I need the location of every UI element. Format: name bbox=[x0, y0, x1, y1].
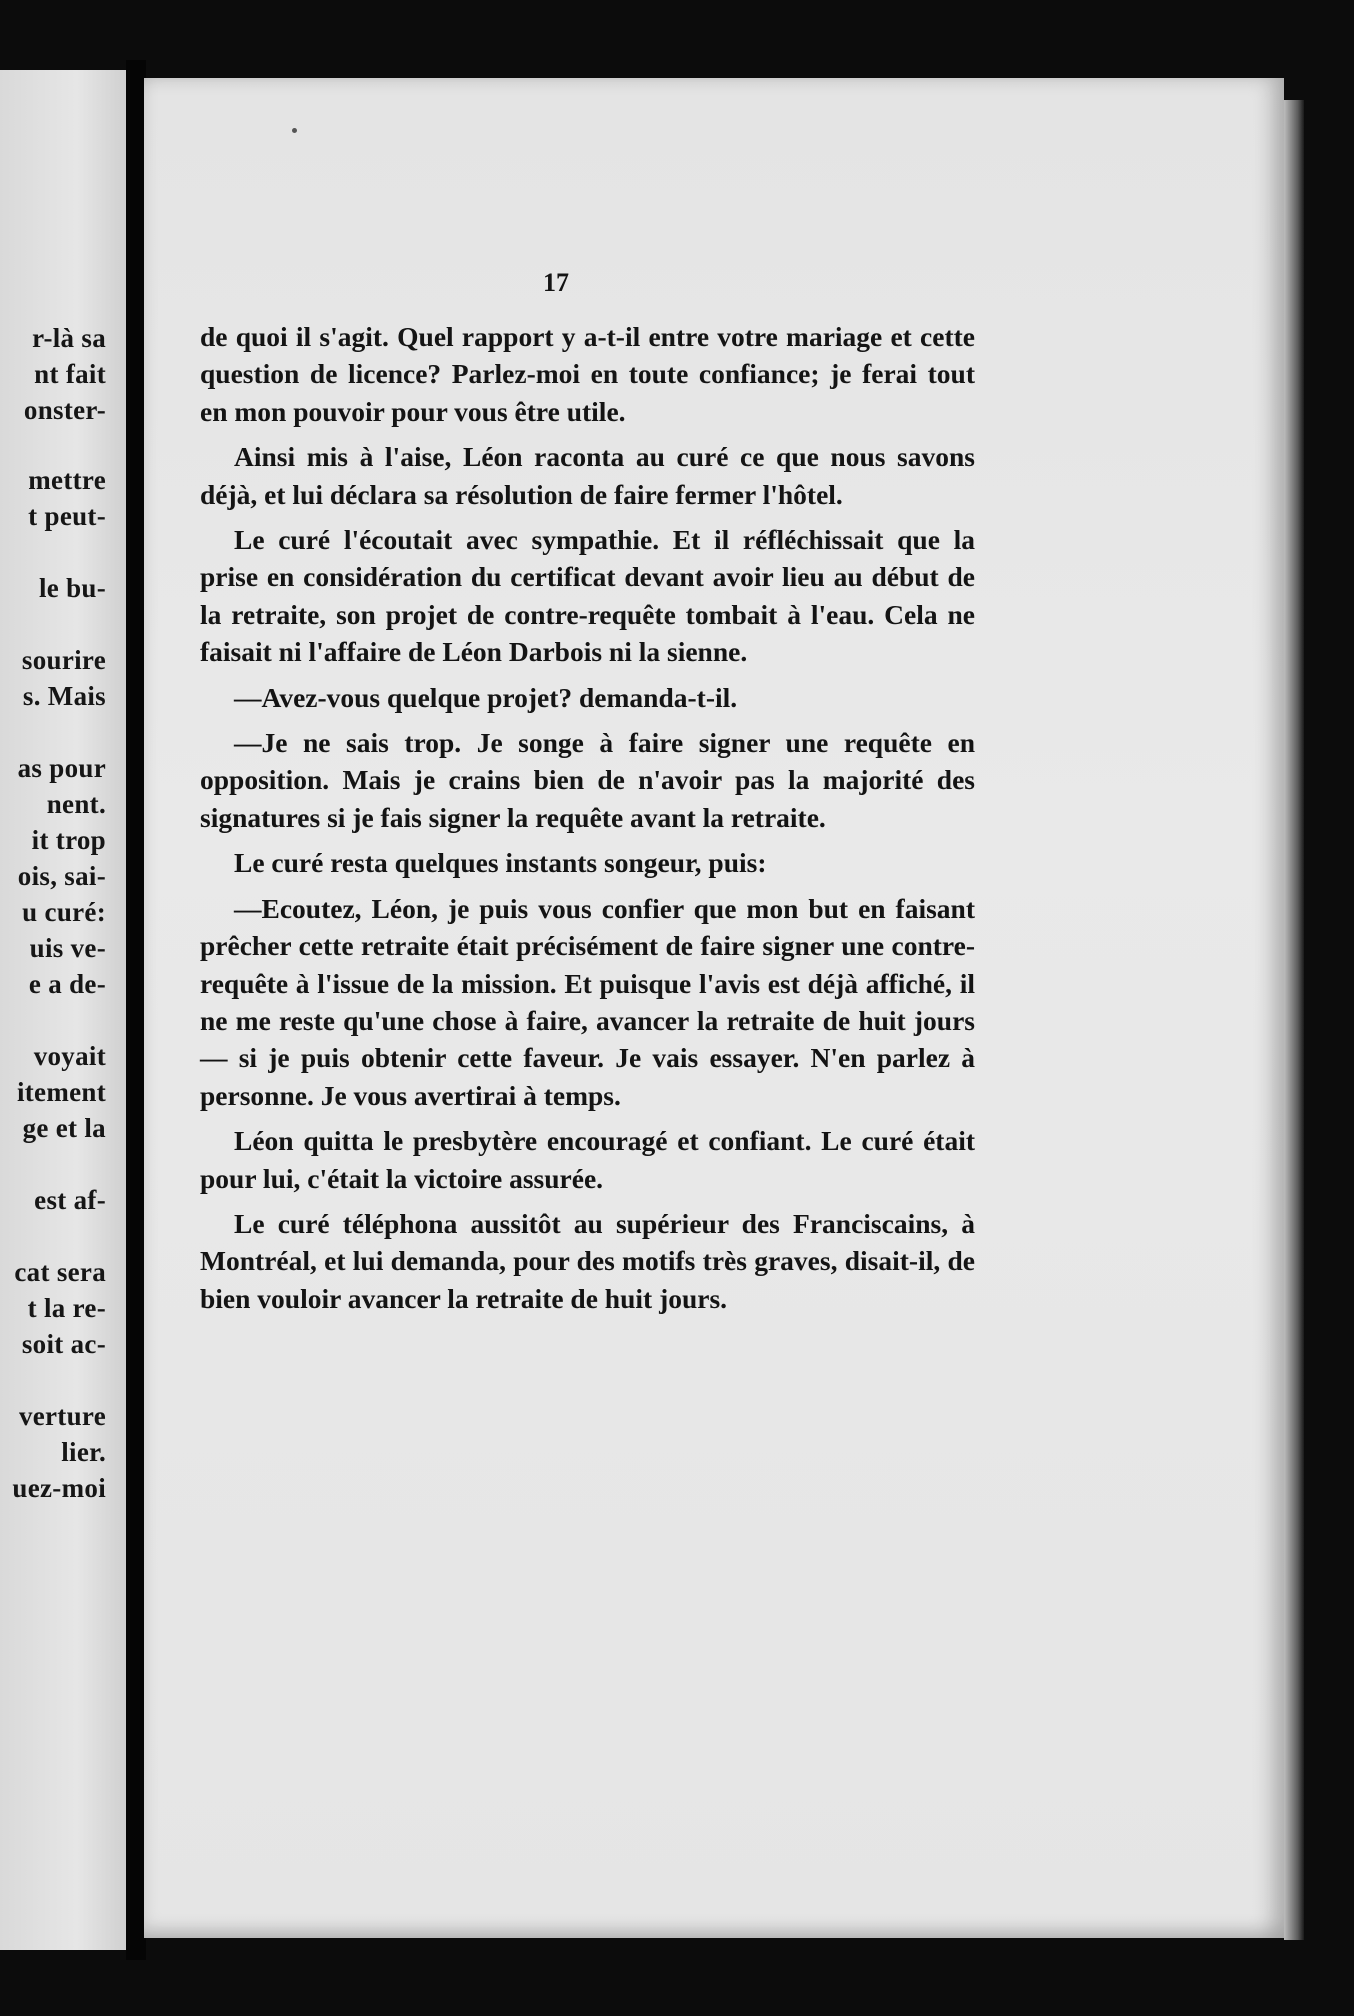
previous-page-line: voyait bbox=[33, 1041, 106, 1071]
previous-page-line: uez-moi bbox=[12, 1473, 106, 1503]
previous-page bbox=[0, 70, 128, 1950]
previous-page-line: t peut- bbox=[28, 501, 106, 531]
paragraph: Léon quitta le presbytère encouragé et confiant. Le curé était pour lui, c'était la victoire assurée. bbox=[200, 1125, 975, 1194]
paragraph: Le curé resta quelques instants songeur, puis: bbox=[234, 847, 767, 879]
previous-page-line: sourire bbox=[21, 645, 106, 675]
page-number: 17 bbox=[543, 268, 569, 297]
previous-page-line: s. Mais bbox=[22, 681, 106, 711]
previous-page-line: ge et la bbox=[22, 1113, 106, 1143]
previous-page-line: t la re- bbox=[27, 1293, 106, 1323]
dialogue-line: —Ecoutez, Léon, je puis vous confier que mon but en faisant prêcher cette retraite était précisément de faire signer une contre-requête à l'issue de la mission. Et puisque l'avis est déjà affiché, il ne me reste qu'une chose à faire, avancer la retraite de huit jours — si je puis obtenir cette faveur. Je vais essayer. N'en parlez à personne. Je vous avertirai à temps. bbox=[200, 892, 975, 1111]
book-gutter bbox=[126, 60, 146, 1960]
paragraph: Ainsi mis à l'aise, Léon raconta au curé ce que nous savons déjà, et lui déclara sa résolution de faire fermer l'hôtel. bbox=[200, 441, 975, 510]
previous-page-line: itement bbox=[16, 1077, 106, 1107]
previous-page-line: le bu- bbox=[38, 573, 106, 603]
previous-page-line: it trop bbox=[31, 825, 106, 855]
previous-page-line: as pour bbox=[17, 753, 106, 783]
previous-page-line: uis ve- bbox=[29, 933, 106, 963]
paragraph: Le curé l'écoutait avec sympathie. Et il réfléchissait que la prise en considération du certificat devant avoir lieu au début de la retraite, son projet de contre-requête tombait à l'eau. Cela ne faisait ni l'affaire de Léon Darbois ni la sienne. bbox=[200, 524, 975, 668]
previous-page-line: nent. bbox=[46, 789, 106, 819]
ink-speck bbox=[292, 128, 297, 133]
previous-page-line: ois, sai- bbox=[17, 861, 106, 891]
previous-page-line: mettre bbox=[28, 465, 106, 495]
previous-page-line: u curé: bbox=[22, 897, 106, 927]
previous-page-line: e a de- bbox=[28, 969, 106, 999]
previous-page-line: r-là sa bbox=[32, 323, 106, 353]
page-edge bbox=[1284, 100, 1304, 1940]
dialogue-line: —Je ne sais trop. Je songe à faire signer une requête en opposition. Mais je crains bien de n'avoir pas la majorité des signatures si je fais signer la requête avant la retraite. bbox=[200, 727, 975, 833]
previous-page-line: onster- bbox=[23, 395, 106, 425]
previous-page-line: lier. bbox=[61, 1437, 106, 1467]
previous-page-text bbox=[0, 70, 128, 1950]
previous-page-line: est af- bbox=[34, 1185, 106, 1215]
previous-page-line: cat sera bbox=[14, 1257, 106, 1287]
dialogue-line: —Avez-vous quelque projet? demanda-t-il. bbox=[234, 681, 738, 713]
previous-page-line: nt fait bbox=[34, 359, 106, 389]
paragraph: Le curé téléphona aussitôt au supérieur des Franciscains, à Montréal, et lui demanda, pour des motifs très graves, disait-il, de bien vouloir avancer la retraite de huit jours. bbox=[200, 1207, 975, 1314]
previous-page-line: soit ac- bbox=[21, 1329, 106, 1359]
paragraph: de quoi il s'agit. Quel rapport y a-t-il entre votre mariage et cette question de licence? Parlez-moi en toute confiance; je ferai tout en mon pouvoir pour vous être utile. bbox=[200, 321, 975, 427]
previous-page-line: verture bbox=[18, 1401, 106, 1431]
page-body-text bbox=[200, 318, 975, 1325]
